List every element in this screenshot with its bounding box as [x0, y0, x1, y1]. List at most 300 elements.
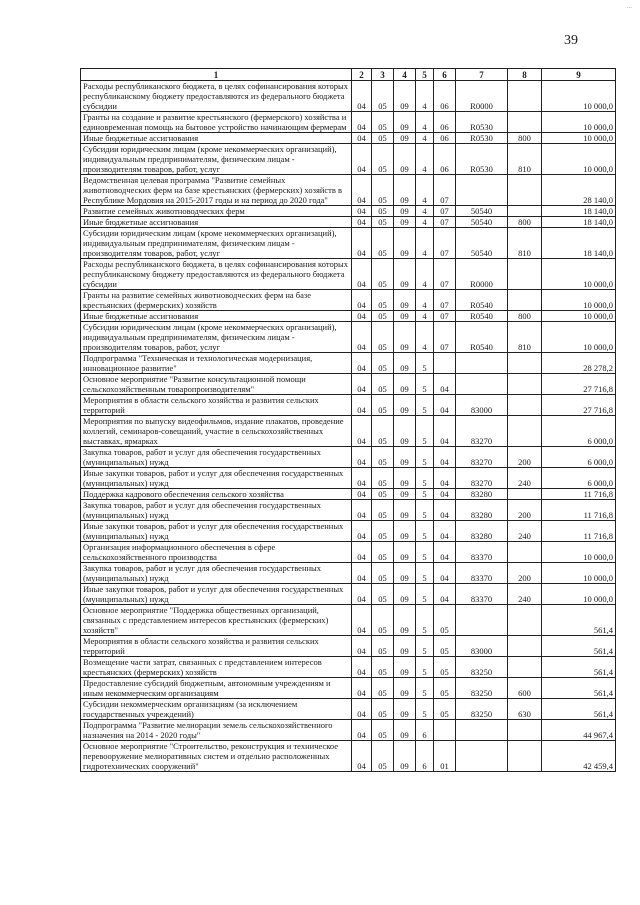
code-subsection: 05	[372, 112, 394, 133]
code-subprogram: 5	[416, 447, 434, 468]
header-cell: 5	[416, 69, 434, 81]
code-subsection: 05	[372, 468, 394, 489]
code-event: 07	[434, 175, 456, 206]
code-event: 05	[434, 699, 456, 720]
row-name: Возмещение части затрат, связанных с представлением интересов крестьянских (фермерских) хозяйств	[81, 657, 352, 678]
code-subprogram: 4	[416, 112, 434, 133]
amount: 11 716,8	[542, 521, 616, 542]
expense-type	[508, 720, 542, 741]
code-subsection: 05	[372, 720, 394, 741]
expense-type: 240	[508, 521, 542, 542]
code-event: 04	[434, 584, 456, 605]
code-direction	[456, 353, 508, 374]
code-program: 09	[394, 374, 416, 395]
code-subsection: 05	[372, 584, 394, 605]
row-name: Мероприятия в области сельского хозяйства и развития сельских территорий	[81, 636, 352, 657]
code-event: 04	[434, 447, 456, 468]
code-subprogram: 5	[416, 605, 434, 636]
code-event: 04	[434, 489, 456, 500]
code-direction: 83270	[456, 416, 508, 447]
code-program: 09	[394, 720, 416, 741]
row-name: Закупка товаров, работ и услуг для обеспечения государственных (муниципальных) нужд	[81, 500, 352, 521]
row-name: Иные закупки товаров, работ и услуг для обеспечения государственных (муниципальных) нужд	[81, 521, 352, 542]
code-section: 04	[352, 500, 372, 521]
code-section: 04	[352, 144, 372, 175]
amount: 6 000,0	[542, 447, 616, 468]
code-subprogram: 5	[416, 353, 434, 374]
code-program: 09	[394, 468, 416, 489]
code-section: 04	[352, 311, 372, 322]
code-subsection: 05	[372, 605, 394, 636]
amount: 10 000,0	[542, 112, 616, 133]
amount: 10 000,0	[542, 133, 616, 144]
code-section: 04	[352, 584, 372, 605]
code-event	[434, 720, 456, 741]
amount: 10 000,0	[542, 81, 616, 112]
code-event: 04	[434, 542, 456, 563]
code-section: 04	[352, 563, 372, 584]
code-program: 09	[394, 678, 416, 699]
table-row	[81, 217, 616, 228]
code-direction: R0530	[456, 112, 508, 133]
expense-type: 630	[508, 699, 542, 720]
code-subprogram: 5	[416, 636, 434, 657]
expense-type	[508, 206, 542, 217]
expense-type	[508, 636, 542, 657]
code-subprogram: 5	[416, 489, 434, 500]
code-program: 09	[394, 636, 416, 657]
amount: 10 000,0	[542, 144, 616, 175]
expense-type: 810	[508, 144, 542, 175]
code-subprogram: 4	[416, 133, 434, 144]
code-direction: 50540	[456, 217, 508, 228]
amount: 10 000,0	[542, 563, 616, 584]
code-event: 06	[434, 112, 456, 133]
row-name: Закупка товаров, работ и услуг для обеспечения государственных (муниципальных) нужд	[81, 563, 352, 584]
code-subprogram: 5	[416, 468, 434, 489]
table-row	[81, 605, 616, 636]
code-subprogram: 4	[416, 290, 434, 311]
header-cell: 2	[352, 69, 372, 81]
row-name: Иные закупки товаров, работ и услуг для обеспечения государственных (муниципальных) нужд	[81, 584, 352, 605]
expense-type	[508, 416, 542, 447]
code-subprogram: 5	[416, 416, 434, 447]
header-cell: 3	[372, 69, 394, 81]
code-subprogram: 4	[416, 322, 434, 353]
amount: 10 000,0	[542, 259, 616, 290]
code-subsection: 05	[372, 175, 394, 206]
row-name: Мероприятия по выпуску видеофильмов, издание плакатов, проведение коллегий, семинаров-совещаний, участие в сельскохозяйственных выставках, ярмарках	[81, 416, 352, 447]
code-section: 04	[352, 259, 372, 290]
code-direction	[456, 720, 508, 741]
table-row	[81, 311, 616, 322]
code-event: 04	[434, 395, 456, 416]
amount: 11 716,8	[542, 489, 616, 500]
code-subsection: 05	[372, 563, 394, 584]
amount: 10 000,0	[542, 322, 616, 353]
code-subprogram: 5	[416, 699, 434, 720]
code-section: 04	[352, 605, 372, 636]
code-direction: R0540	[456, 311, 508, 322]
code-section: 04	[352, 447, 372, 468]
expense-type: 800	[508, 311, 542, 322]
code-event: 07	[434, 290, 456, 311]
code-program: 09	[394, 395, 416, 416]
code-event: 07	[434, 322, 456, 353]
row-name: Поддержка кадрового обеспечения сельского хозяйства	[81, 489, 352, 500]
code-subsection: 05	[372, 678, 394, 699]
amount: 42 459,4	[542, 741, 616, 772]
code-subprogram: 6	[416, 741, 434, 772]
header-cell: 1	[81, 69, 352, 81]
table-row	[81, 521, 616, 542]
code-direction: 83270	[456, 468, 508, 489]
expense-type	[508, 259, 542, 290]
code-subprogram: 4	[416, 217, 434, 228]
code-program: 09	[394, 290, 416, 311]
amount: 11 716,8	[542, 500, 616, 521]
code-section: 04	[352, 636, 372, 657]
code-subsection: 05	[372, 133, 394, 144]
table-row	[81, 144, 616, 175]
code-subprogram: 5	[416, 678, 434, 699]
code-subsection: 05	[372, 657, 394, 678]
row-name: Подпрограмма "Развитие мелиорации земель сельскохозяйственного назначения на 2014 - 2020 годы"	[81, 720, 352, 741]
code-subsection: 05	[372, 699, 394, 720]
row-name: Основное мероприятие "Поддержка общественных организаций, связанных с представлением интересов крестьянских (фермерских) хозяйств"	[81, 605, 352, 636]
table-row	[81, 322, 616, 353]
code-event: 04	[434, 563, 456, 584]
code-subprogram: 4	[416, 175, 434, 206]
code-event: 06	[434, 144, 456, 175]
amount: 44 967,4	[542, 720, 616, 741]
code-section: 04	[352, 741, 372, 772]
code-program: 09	[394, 259, 416, 290]
table-row	[81, 468, 616, 489]
code-program: 09	[394, 699, 416, 720]
code-subsection: 05	[372, 217, 394, 228]
code-subprogram: 5	[416, 584, 434, 605]
code-section: 04	[352, 217, 372, 228]
code-section: 04	[352, 353, 372, 374]
row-name: Закупка товаров, работ и услуг для обеспечения государственных (муниципальных) нужд	[81, 447, 352, 468]
code-section: 04	[352, 699, 372, 720]
code-direction: 83000	[456, 395, 508, 416]
expense-type: 600	[508, 678, 542, 699]
code-section: 04	[352, 322, 372, 353]
table-row	[81, 228, 616, 259]
code-subsection: 05	[372, 311, 394, 322]
code-program: 09	[394, 206, 416, 217]
amount: 18 140,0	[542, 217, 616, 228]
code-event: 04	[434, 416, 456, 447]
code-direction: 83370	[456, 542, 508, 563]
row-name: Основное мероприятие "Развитие консультационной помощи сельскохозяйственным товаропроизводителям"	[81, 374, 352, 395]
code-event: 04	[434, 500, 456, 521]
code-program: 09	[394, 416, 416, 447]
code-direction: 83370	[456, 584, 508, 605]
row-name: Подпрограмма "Техническая и технологическая модернизация, инновационное развитие"	[81, 353, 352, 374]
amount: 6 000,0	[542, 468, 616, 489]
table-row	[81, 395, 616, 416]
code-event: 04	[434, 521, 456, 542]
row-name: Гранты на создание и развитие крестьянского (фермерского) хозяйства и единовременная помощь на бытовое устройство начинающим фермерам	[81, 112, 352, 133]
code-program: 09	[394, 311, 416, 322]
code-subsection: 05	[372, 374, 394, 395]
amount: 18 140,0	[542, 228, 616, 259]
code-subsection: 05	[372, 521, 394, 542]
expense-type	[508, 395, 542, 416]
code-subsection: 05	[372, 489, 394, 500]
code-event: 07	[434, 217, 456, 228]
code-section: 04	[352, 206, 372, 217]
code-program: 09	[394, 353, 416, 374]
code-subsection: 05	[372, 500, 394, 521]
row-name: Субсидии юридическим лицам (кроме некоммерческих организаций), индивидуальным предпринимателям, физическим лицам - производителям товаров, работ, услуг	[81, 144, 352, 175]
table-row	[81, 500, 616, 521]
row-name: Расходы республиканского бюджета, в целях софинансирования которых республиканскому бюджету предоставляются из федерального бюджета субсидии	[81, 259, 352, 290]
row-name: Иные закупки товаров, работ и услуг для обеспечения государственных (муниципальных) нужд	[81, 468, 352, 489]
expense-type	[508, 112, 542, 133]
code-subsection: 05	[372, 395, 394, 416]
code-program: 09	[394, 228, 416, 259]
row-name: Иные бюджетные ассигнования	[81, 311, 352, 322]
row-name: Субсидии некоммерческим организациям (за исключением государственных учреждений)	[81, 699, 352, 720]
table-row	[81, 720, 616, 741]
amount: 6 000,0	[542, 416, 616, 447]
expense-type	[508, 741, 542, 772]
table-row	[81, 206, 616, 217]
code-program: 09	[394, 81, 416, 112]
code-direction: 83250	[456, 699, 508, 720]
code-event	[434, 353, 456, 374]
code-subprogram: 5	[416, 521, 434, 542]
table-row	[81, 699, 616, 720]
expense-type: 240	[508, 584, 542, 605]
code-direction: 83250	[456, 657, 508, 678]
code-event: 07	[434, 228, 456, 259]
code-subprogram: 4	[416, 311, 434, 322]
table-row	[81, 636, 616, 657]
code-direction	[456, 605, 508, 636]
page-number: 39	[564, 33, 578, 48]
table-row	[81, 112, 616, 133]
header-cell: 7	[456, 69, 508, 81]
code-event: 04	[434, 374, 456, 395]
table-row	[81, 81, 616, 112]
expense-type	[508, 489, 542, 500]
amount: 561,4	[542, 636, 616, 657]
code-direction: 83370	[456, 563, 508, 584]
code-section: 04	[352, 133, 372, 144]
code-section: 04	[352, 112, 372, 133]
expense-type: 800	[508, 133, 542, 144]
code-section: 04	[352, 720, 372, 741]
row-name: Субсидии юридическим лицам (кроме некоммерческих организаций), индивидуальным предпринимателям, физическим лицам - производителям товаров, работ, услуг	[81, 228, 352, 259]
code-event: 06	[434, 133, 456, 144]
code-program: 09	[394, 112, 416, 133]
code-subsection: 05	[372, 290, 394, 311]
expense-type: 200	[508, 500, 542, 521]
code-program: 09	[394, 657, 416, 678]
code-direction	[456, 741, 508, 772]
code-direction: 50540	[456, 228, 508, 259]
row-name: Расходы республиканского бюджета, в целях софинансирования которых республиканскому бюджету предоставляются из федерального бюджета субсидии	[81, 81, 352, 112]
row-name: Предоставление субсидий бюджетным, автономным учреждениям и иным некоммерческим организациям	[81, 678, 352, 699]
amount: 18 140,0	[542, 206, 616, 217]
row-name: Субсидии юридическим лицам (кроме некоммерческих организаций), индивидуальным предпринимателям, физическим лицам - производителям товаров, работ, услуг	[81, 322, 352, 353]
amount: 561,4	[542, 657, 616, 678]
row-name: Развитие семейных животноводческих ферм	[81, 206, 352, 217]
code-section: 04	[352, 521, 372, 542]
code-section: 04	[352, 542, 372, 563]
expense-type	[508, 542, 542, 563]
code-subprogram: 6	[416, 720, 434, 741]
code-program: 09	[394, 489, 416, 500]
expense-type	[508, 605, 542, 636]
code-subsection: 05	[372, 322, 394, 353]
table-row	[81, 657, 616, 678]
code-direction: 83270	[456, 447, 508, 468]
code-event: 07	[434, 206, 456, 217]
code-event: 07	[434, 259, 456, 290]
header-cell: 4	[394, 69, 416, 81]
code-subsection: 05	[372, 206, 394, 217]
code-direction: R0540	[456, 322, 508, 353]
table-row	[81, 584, 616, 605]
code-subprogram: 5	[416, 500, 434, 521]
code-direction	[456, 374, 508, 395]
code-section: 04	[352, 678, 372, 699]
code-subprogram: 5	[416, 374, 434, 395]
table-row	[81, 259, 616, 290]
code-event: 01	[434, 741, 456, 772]
code-direction: R0530	[456, 133, 508, 144]
code-subprogram: 4	[416, 206, 434, 217]
code-program: 09	[394, 500, 416, 521]
code-subsection: 05	[372, 353, 394, 374]
code-subsection: 05	[372, 636, 394, 657]
code-section: 04	[352, 657, 372, 678]
code-event: 05	[434, 636, 456, 657]
code-direction: R0540	[456, 290, 508, 311]
code-program: 09	[394, 741, 416, 772]
row-name: Гранты на развитие семейных животноводческих ферм на базе крестьянских (фермерских) хозяйств	[81, 290, 352, 311]
code-direction: 83280	[456, 489, 508, 500]
code-subprogram: 4	[416, 259, 434, 290]
code-direction: 83000	[456, 636, 508, 657]
code-direction: R0000	[456, 259, 508, 290]
corner-mark: ...	[626, 2, 632, 10]
code-subsection: 05	[372, 228, 394, 259]
row-name: Иные бюджетные ассигнования	[81, 133, 352, 144]
row-name: Основное мероприятие "Строительство, реконструкция и техническое перевооружение мелиоративных систем и отдельно расположенных гидротехнических сооружений"	[81, 741, 352, 772]
amount: 10 000,0	[542, 542, 616, 563]
code-subprogram: 5	[416, 657, 434, 678]
code-subprogram: 5	[416, 542, 434, 563]
expense-type	[508, 374, 542, 395]
code-event: 05	[434, 657, 456, 678]
code-event: 07	[434, 311, 456, 322]
code-subsection: 05	[372, 447, 394, 468]
row-name: Мероприятия в области сельского хозяйства и развития сельских территорий	[81, 395, 352, 416]
code-event: 05	[434, 678, 456, 699]
code-subsection: 05	[372, 416, 394, 447]
code-subprogram: 4	[416, 81, 434, 112]
code-program: 09	[394, 144, 416, 175]
expense-type: 240	[508, 468, 542, 489]
amount: 10 000,0	[542, 584, 616, 605]
code-program: 09	[394, 133, 416, 144]
amount: 28 278,2	[542, 353, 616, 374]
table-row	[81, 678, 616, 699]
code-program: 09	[394, 217, 416, 228]
header-cell: 8	[508, 69, 542, 81]
code-program: 09	[394, 584, 416, 605]
table-row	[81, 290, 616, 311]
table-row	[81, 353, 616, 374]
table-row	[81, 175, 616, 206]
code-subsection: 05	[372, 542, 394, 563]
amount: 561,4	[542, 699, 616, 720]
code-direction: R0000	[456, 81, 508, 112]
header-cell: 9	[542, 69, 616, 81]
row-name: Организация информационного обеспечения в сфере сельскохозяйственного производства	[81, 542, 352, 563]
code-direction	[456, 175, 508, 206]
code-section: 04	[352, 374, 372, 395]
code-subsection: 05	[372, 741, 394, 772]
code-subprogram: 5	[416, 563, 434, 584]
code-event: 04	[434, 468, 456, 489]
code-subsection: 05	[372, 144, 394, 175]
table-row	[81, 741, 616, 772]
code-section: 04	[352, 81, 372, 112]
code-direction: R0530	[456, 144, 508, 175]
code-subprogram: 4	[416, 228, 434, 259]
amount: 28 140,0	[542, 175, 616, 206]
expense-type: 200	[508, 447, 542, 468]
table-row	[81, 374, 616, 395]
code-section: 04	[352, 468, 372, 489]
expense-type	[508, 657, 542, 678]
code-program: 09	[394, 542, 416, 563]
expense-type: 810	[508, 322, 542, 353]
amount: 561,4	[542, 605, 616, 636]
code-event: 05	[434, 605, 456, 636]
code-direction: 50540	[456, 206, 508, 217]
amount: 27 716,8	[542, 374, 616, 395]
code-subsection: 05	[372, 81, 394, 112]
budget-table	[80, 68, 616, 772]
expense-type	[508, 175, 542, 206]
expense-type: 800	[508, 217, 542, 228]
table-body	[81, 81, 616, 772]
table-row	[81, 416, 616, 447]
code-direction: 83280	[456, 521, 508, 542]
code-program: 09	[394, 521, 416, 542]
code-section: 04	[352, 290, 372, 311]
code-section: 04	[352, 395, 372, 416]
code-program: 09	[394, 322, 416, 353]
amount: 10 000,0	[542, 311, 616, 322]
code-program: 09	[394, 563, 416, 584]
code-section: 04	[352, 489, 372, 500]
expense-type	[508, 353, 542, 374]
header-cell: 6	[434, 69, 456, 81]
code-direction: 83280	[456, 500, 508, 521]
row-name: Иные бюджетные ассигнования	[81, 217, 352, 228]
expense-type: 810	[508, 228, 542, 259]
